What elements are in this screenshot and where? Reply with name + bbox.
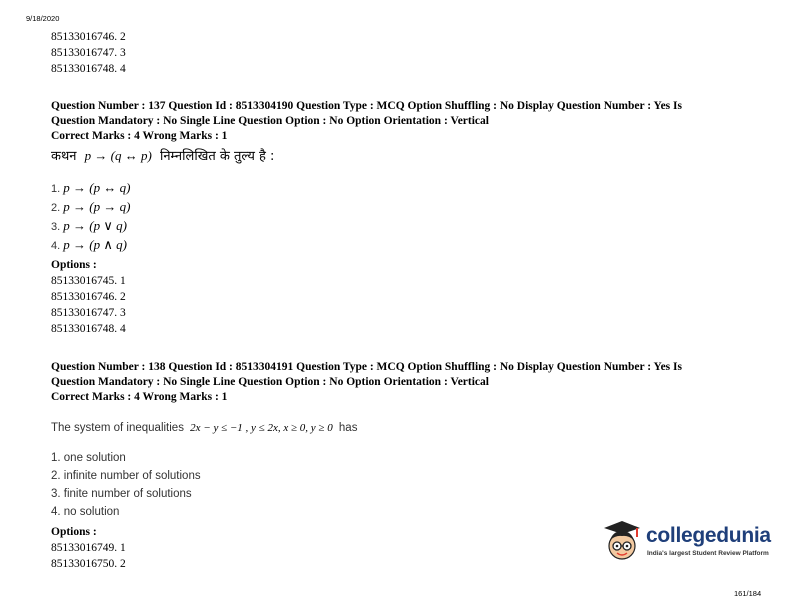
choice-math: p → (p ∧ q) (63, 237, 127, 252)
q137-stem-prefix: कथन (51, 149, 77, 164)
option-line: 85133016748. 4 (51, 63, 126, 75)
option-line: 85133016749. 1 (51, 542, 126, 554)
option-line: 85133016747. 3 (51, 47, 126, 59)
choice-math: p → (p → q) (63, 199, 131, 214)
q137-options-label: Options : (51, 259, 97, 271)
option-line: 85133016750. 2 (51, 558, 126, 570)
choice-number: 3. (51, 221, 61, 233)
choice-number: 2. (51, 202, 61, 214)
logo-wordmark: collegedunia (646, 524, 771, 547)
q137-stem-suffix: निम्नलिखित के तुल्य है : (159, 149, 275, 164)
student-mascot-icon (600, 518, 644, 566)
q137-choice (51, 180, 130, 196)
option-line: 85133016745. 1 (51, 275, 126, 287)
q137-choice (51, 237, 127, 253)
q138-choice: 1. one solution (51, 452, 126, 464)
q137-header-line2: Question Mandatory : No Single Line Question Option : No Option Orientation : Vertical (51, 115, 489, 127)
q138-choice: 4. no solution (51, 506, 120, 518)
q138-stem-suffix: has (338, 422, 358, 434)
option-line: 85133016746. 2 (51, 291, 126, 303)
q137-choice (51, 218, 127, 234)
q137-marks: Correct Marks : 4 Wrong Marks : 1 (51, 130, 228, 142)
q138-choice: 2. infinite number of solutions (51, 470, 201, 482)
q137-stem (51, 146, 274, 164)
option-line: 85133016746. 2 (51, 31, 126, 43)
option-line: 85133016747. 3 (51, 307, 126, 319)
page-number: 161/184 (734, 589, 762, 598)
q137-stem-math: p → (q ↔ p) (84, 148, 152, 163)
q138-choice: 3. finite number of solutions (51, 488, 192, 500)
logo-tagline: India's largest Student Review Platform (647, 550, 769, 557)
choice-math: p → (p ↔ q) (63, 180, 131, 195)
choice-number: 1. (51, 183, 61, 195)
q138-header-line1: Question Number : 138 Question Id : 8513304191 Question Type : MCQ Option Shuffling : No Display Question Number : Yes Is (51, 361, 682, 373)
q138-options-label: Options : (51, 526, 97, 538)
collegedunia-logo (600, 518, 770, 568)
q138-stem (51, 422, 357, 434)
option-line: 85133016748. 4 (51, 323, 126, 335)
q138-stem-math: 2x − y ≤ −1 , y ≤ 2x, x ≥ 0, y ≥ 0 (190, 422, 333, 434)
q137-choice (51, 199, 130, 215)
q138-marks: Correct Marks : 4 Wrong Marks : 1 (51, 391, 228, 403)
print-date: 9/18/2020 (26, 14, 60, 23)
choice-math: p → (p ∨ q) (63, 218, 127, 233)
q138-stem-prefix: The system of inequalities (51, 422, 184, 434)
q138-header-line2: Question Mandatory : No Single Line Question Option : No Option Orientation : Vertical (51, 376, 489, 388)
choice-number: 4. (51, 240, 61, 252)
q137-header-line1: Question Number : 137 Question Id : 8513304190 Question Type : MCQ Option Shuffling : No Display Question Number : Yes Is (51, 100, 682, 112)
